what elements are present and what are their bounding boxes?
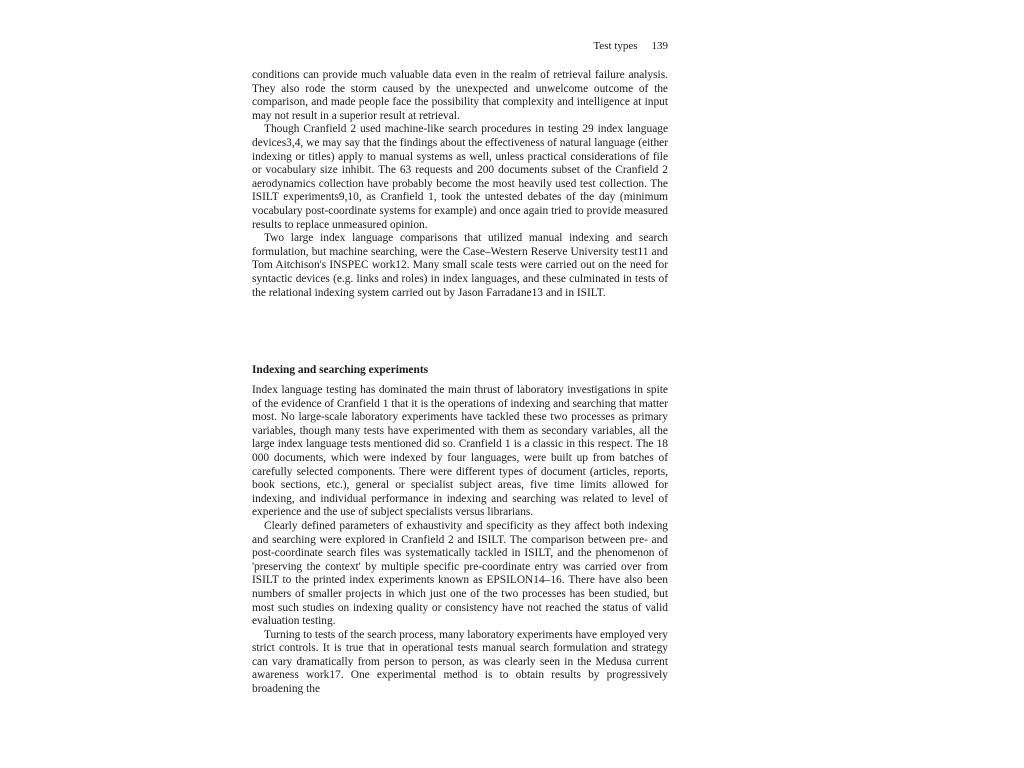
paragraph: Turning to tests of the search process, many laboratory experiments have employed very strict controls. It is true that in operational tests manual search formulation and strategy can vary dramatically from person to person, as was clearly seen in the Medusa current awareness work17. One experimental method is to obtain results by progressively broadening the: [252, 628, 668, 696]
top-text-block: [252, 69, 668, 300]
paragraph: Though Cranfield 2 used machine-like search procedures in testing 29 index language devices3,4, we may say that the findings about the effectiveness of natural language (either indexing or titles) apply to manual systems as well, unless practical considerations of file or vocabulary size inhibit. The 63 requests and 200 documents subset of the Cranfield 2 aerodynamics collection have probably become the most heavily used test collection. The ISILT experiments9,10, as Cranfield 1, took the untested debates of the day (minimum vocabulary post-coordinate systems for example) and once again tried to provide measured results to replace unmeasured opinion.: [252, 123, 668, 231]
paragraph: Clearly defined parameters of exhaustivity and specificity as they affect both indexing and searching were explored in Cranfield 2 and ISILT. The comparison between pre- and post-coordinate search files was systematically tackled in ISILT, and the phenomenon of 'preserving the context' by multiple specific pre-coordinate entry was carried over from ISILT to the printed index experiments known as EPSILON14–16. There have also been numbers of smaller projects in which just one of the two processes has been studied, but most such studies on indexing quality or consistency have not reached the status of valid evaluation testing.: [252, 519, 668, 628]
bottom-text-block: [252, 384, 668, 697]
paragraph: Index language testing has dominated the main thrust of laboratory investigations in spite of the evidence of Cranfield 1 that it is the operations of indexing and searching that matter most. No large-scale laboratory experiments have tackled these two processes as primary variables, though many tests have experimented with them as secondary variables, all the large index language tests mentioned did so. Cranfield 1 is a classic in this respect. The 18 000 documents, which were indexed by four languages, were built up from batches of carefully selected components. There were different types of document (articles, reports, book sections, etc.), general or specialist subject areas, five time limits allowed for indexing, and individual performance in indexing and searching was related to level of experience and the use of subject specialists versus librarians.: [252, 384, 668, 519]
running-head: [252, 40, 668, 52]
paragraph: conditions can provide much valuable data even in the realm of retrieval failure analysis. They also rode the storm caused by the unexpected and unwelcome outcome of the comparison, and made people face the possibility that complexity and intelligence at input may not result in a superior result at retrieval.: [252, 69, 668, 122]
page-number: 139: [651, 40, 668, 52]
running-head-title: Test types: [593, 40, 638, 52]
section-heading: Indexing and searching experiments: [252, 364, 429, 376]
paragraph: Two large index language comparisons that utilized manual indexing and search formulation, but machine searching, were the Case–Western Reserve University test11 and Tom Aitchison's INSPEC work12. Many small scale tests were carried out on the need for syntactic devices (e.g. links and roles) in index languages, and these culminated in tests of the relational indexing system carried out by Jason Farradane13 and in ISILT.: [252, 232, 668, 299]
